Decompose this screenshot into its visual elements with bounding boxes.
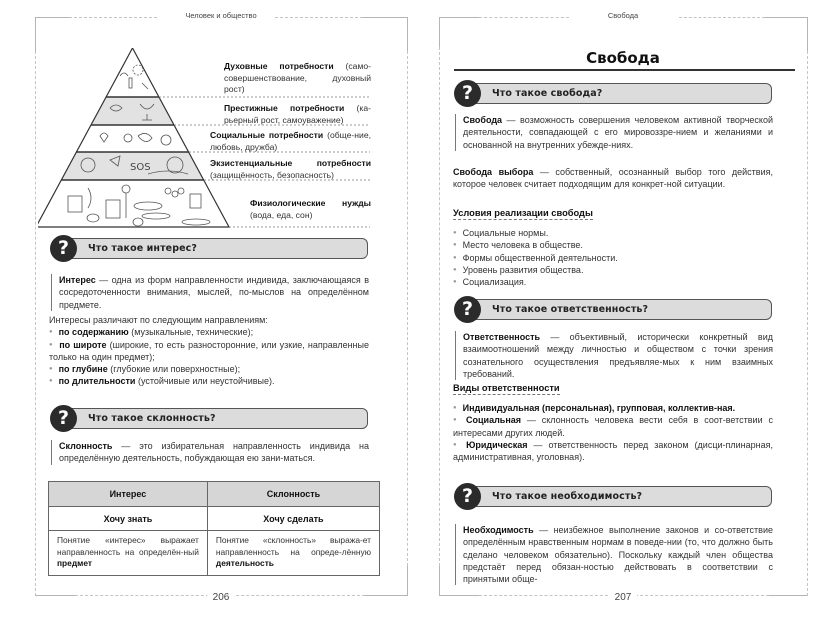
question-mark-icon: ? [454,80,481,107]
freedom-conditions-list [453,227,773,288]
definition-responsibility: Ответственность — объективный, исторически конкретный вид взаимоотношений между личностью и обществом с точки зрения сознательного осуществления предъявляе-мых к ним взаимных требований. [455,331,773,380]
subhead-freedom-conditions: Условия реализации свободы [453,208,593,218]
table-header: Интерес [49,482,208,507]
list-item: ● по глубине (глубокие или поверхностные); [49,363,369,375]
question-mark-icon: ? [50,405,77,432]
question-mark-icon: ? [50,235,77,262]
question-freedom [454,80,772,106]
needs-pyramid [38,48,373,228]
page-title: Свобода [586,49,660,67]
list-item: ● по длительности (устойчивые или неустойчивые). [49,375,369,387]
question-mark-icon: ? [454,483,481,510]
page-number: 206 [35,592,407,603]
list-item: ● по широте (широкие, то есть разносторонние, или узкие, направленные только на один предмет); [49,339,369,364]
table-cell: Понятие «склонность» выража-ет направленность на опреде-лённую деятельность [207,531,379,576]
interest-directions: Интересы различают по следующим направлениям: ● по содержанию (музыкальные, технические); ● по широте (широкие, то есть разносторонние, или узкие, направленные только на один предмет); ● по глубине (глубокие или поверхностные); ● по длительности (устойчивые или неустойчивые). [49,314,369,388]
definition-necessity: Необходимость — неизбежное выполнение законов и со-ответствие определённым нравственным нормам в поведе-нии (то, что должно быть сделано человеком обязательно). Поскольку каждый член общества предстаёт перед обязан-ностью действовать в соответствии с принятыми обще- [455,524,773,585]
svg-text:SOS: SOS [130,162,151,173]
table-cell: Хочу сделать [207,507,379,531]
pyramid-level-spiritual: Духовные потребности (само-совершенствование, духовный рост) [224,61,371,94]
question-title: Что такое свобода? [492,88,603,99]
question-mark-icon: ? [454,296,481,323]
page-number: 207 [439,592,807,603]
question-inclination [50,405,368,431]
list-item: ● Формы общественной деятельности. [453,252,773,264]
list-item: ● Социальная — склонность человека вести себя в соот-ветствии с интересами других людей. [453,414,773,439]
list-item: ● по содержанию (музыкальные, технические); [49,326,369,338]
list-item: ● Уровень развития общества. [453,264,773,276]
pyramid-level-prestige: Престижные потребности (ка-рьерный рост, самоуважение) [224,103,371,125]
list-item: ● Социальные нормы. [453,227,773,239]
page-206 [35,11,407,603]
pyramid-level-existential: Экзистенциальные потребности (защищённость, безопасность) [210,158,371,180]
running-head: Человек и общество [35,11,407,20]
definition-inclination: Склонность — это избирательная направленность индивида на определённую деятельность, побуждающая ею зани-маться. [51,440,369,465]
definition-interest: Интерес — одна из форм направленности индивида, заключающаяся в сосредоточенности внимания, мыслей, по-мыслов на определённом предмете. [51,274,369,311]
question-title: Что такое интерес? [88,243,198,254]
pyramid-level-social: Социальные потребности (обще-ние, любовь, дружба) [210,130,372,152]
question-necessity [454,483,772,509]
comparison-table [48,481,380,576]
list-item: ● Место человека в обществе. [453,239,773,251]
table-cell: Хочу знать [49,507,208,531]
table-row [49,531,380,576]
definition-freedom-of-choice: Свобода выбора — собственный, осознанный выбор того действия, которое человек считает подходящим для конкрет-ной ситуации. [453,167,773,190]
running-head: Свобода [439,11,807,20]
list-item: ● Социализация. [453,276,773,288]
question-title: Что такое склонность? [88,413,216,424]
question-interest [50,235,368,261]
table-header: Склонность [207,482,379,507]
table-cell: Понятие «интерес» выражает направленность на определён-ный предмет [49,531,208,576]
definition-freedom: Свобода — возможность совершения человеком активной творческой деятельности, совпадающей с его мировоззре-нием и желаниями и основанной на внутренних убежде-ниях. [455,114,773,151]
list-item: ● Индивидуальная (персональная), групповая, коллектив-ная. [453,402,773,414]
question-title: Что такое ответственность? [492,304,649,315]
page-207 [439,11,807,603]
pyramid-level-physiological: Физиологические нужды (вода, еда, сон) [250,198,371,220]
responsibility-types-list [453,402,773,463]
question-title: Что такое необходимость? [492,491,643,502]
question-responsibility [454,296,772,322]
subhead-responsibility-types: Виды ответственности [453,383,560,393]
title-rule [454,69,795,71]
list-item: ● Юридическая — ответственность перед законом (дисци-плинарная, административная, уголовная). [453,439,773,464]
table-row [49,507,380,531]
